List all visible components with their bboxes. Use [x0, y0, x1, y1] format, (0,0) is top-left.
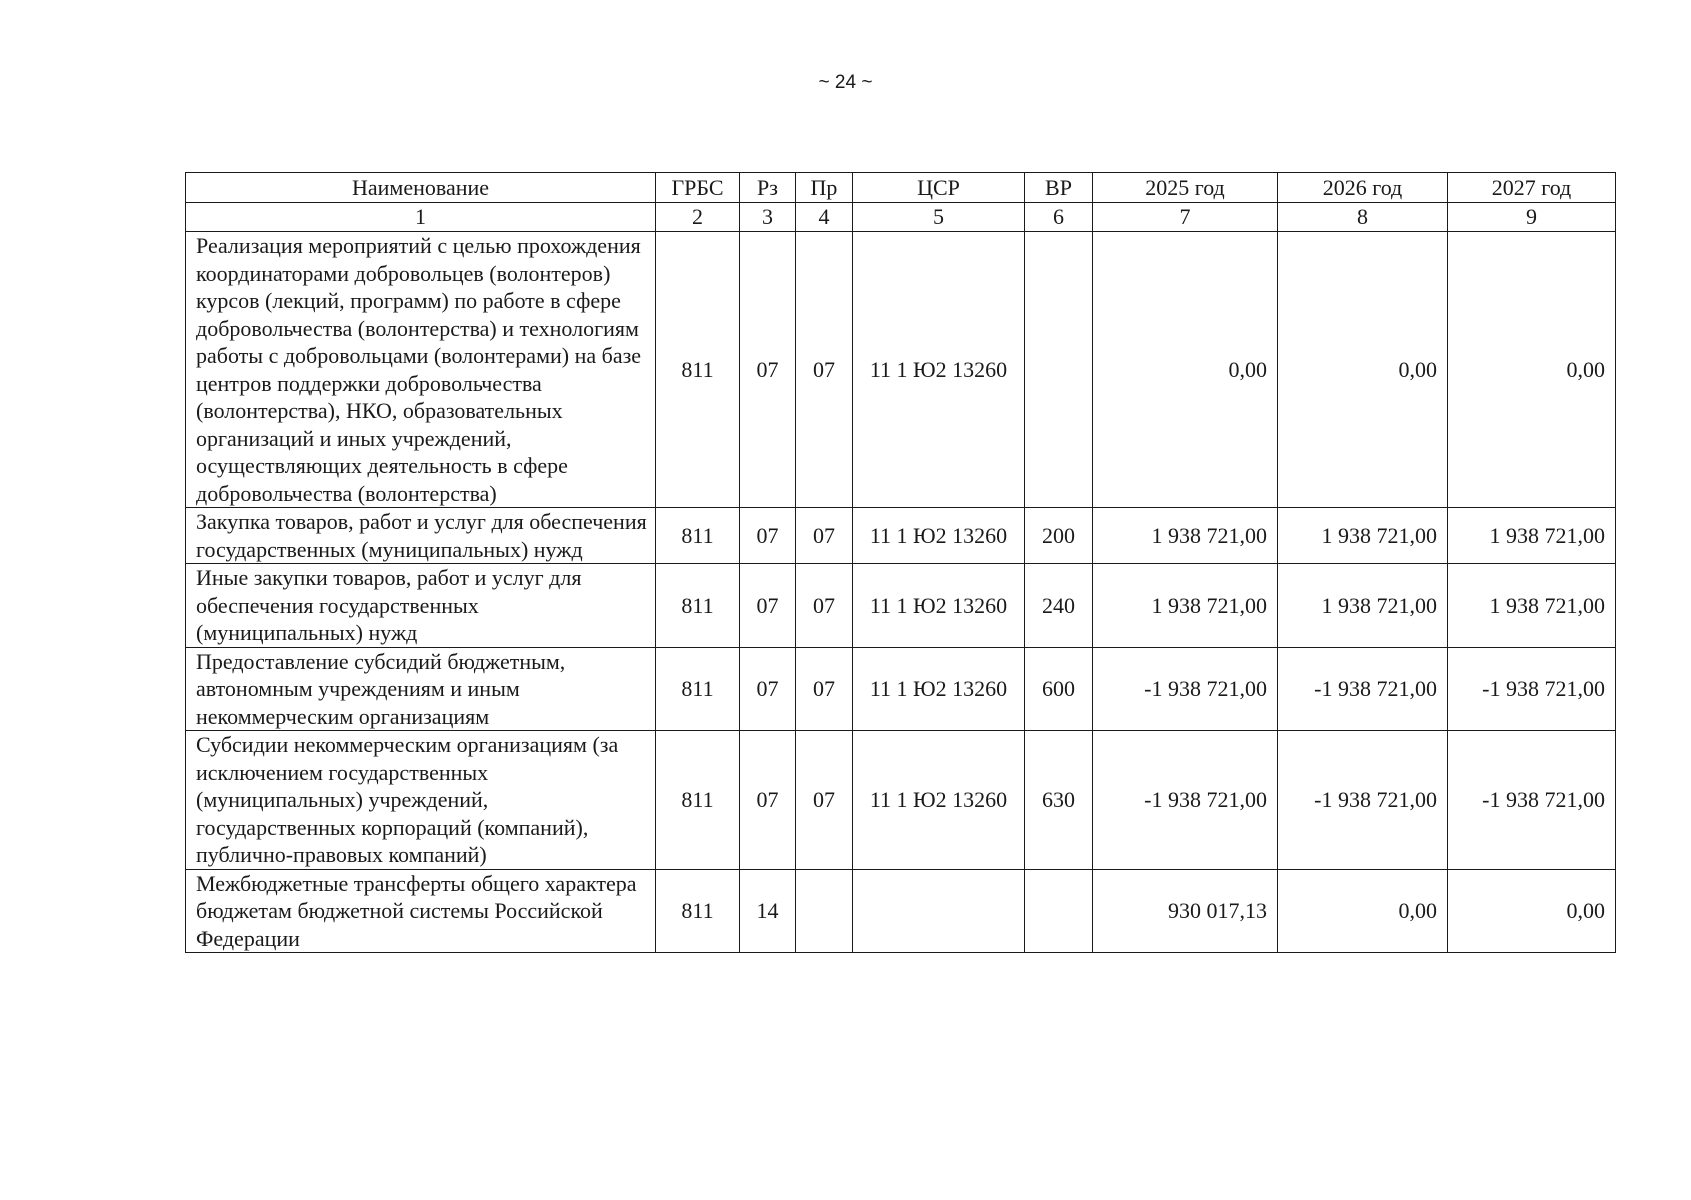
- row-2026: 1 938 721,00: [1278, 564, 1448, 648]
- column-number: 6: [1025, 203, 1093, 232]
- row-vr: 240: [1025, 564, 1093, 648]
- row-grbs: 811: [656, 508, 740, 564]
- column-number: 5: [853, 203, 1025, 232]
- header-2027: 2027 год: [1448, 173, 1616, 203]
- row-pr: 07: [796, 508, 853, 564]
- row-2026: 0,00: [1278, 869, 1448, 953]
- row-2025: 1 938 721,00: [1093, 564, 1278, 648]
- row-csr: 11 1 Ю2 13260: [853, 232, 1025, 508]
- row-csr: 11 1 Ю2 13260: [853, 564, 1025, 648]
- row-2026: 1 938 721,00: [1278, 508, 1448, 564]
- row-name: Предоставление субсидий бюджетным, автономным учреждениям и иным некоммерческим организациям: [186, 647, 656, 731]
- row-grbs: 811: [656, 647, 740, 731]
- row-csr: 11 1 Ю2 13260: [853, 508, 1025, 564]
- row-2025: -1 938 721,00: [1093, 647, 1278, 731]
- row-rz: 07: [740, 564, 796, 648]
- row-pr: 07: [796, 232, 853, 508]
- table-row: [186, 647, 1616, 731]
- header-vr: ВР: [1025, 173, 1093, 203]
- row-pr: [796, 869, 853, 953]
- row-2025: -1 938 721,00: [1093, 731, 1278, 870]
- table-row: [186, 232, 1616, 508]
- row-name: Иные закупки товаров, работ и услуг для обеспечения государственных (муниципальных) нужд: [186, 564, 656, 648]
- table-row: [186, 869, 1616, 953]
- row-2026: 0,00: [1278, 232, 1448, 508]
- page-number: ~ 24 ~: [818, 72, 873, 93]
- column-number: 1: [186, 203, 656, 232]
- row-pr: 07: [796, 647, 853, 731]
- table-row: [186, 731, 1616, 870]
- row-2027: 0,00: [1448, 232, 1616, 508]
- row-2027: 0,00: [1448, 869, 1616, 953]
- row-pr: 07: [796, 564, 853, 648]
- row-2027: 1 938 721,00: [1448, 508, 1616, 564]
- row-grbs: 811: [656, 869, 740, 953]
- row-rz: 07: [740, 731, 796, 870]
- header-csr: ЦСР: [853, 173, 1025, 203]
- header-rz: Рз: [740, 173, 796, 203]
- row-name: Реализация мероприятий с целью прохождения координаторами добровольцев (волонтеров) курсов (лекций, программ) по работе в сфере добровольчества (волонтерства) и технологиям работы с добровольцами (волонтерами) на базе центров поддержки добровольчества (волонтерства), НКО, образовательных организаций и иных учреждений, осуществляющих деятельность в сфере добровольчества (волонтерства): [186, 232, 656, 508]
- table-row: [186, 508, 1616, 564]
- row-name: Субсидии некоммерческим организациям (за исключением государственных (муниципальных) учреждений, государственных корпораций (компаний), публично-правовых компаний): [186, 731, 656, 870]
- row-2026: -1 938 721,00: [1278, 731, 1448, 870]
- row-2025: 930 017,13: [1093, 869, 1278, 953]
- column-number: 3: [740, 203, 796, 232]
- column-number: 8: [1278, 203, 1448, 232]
- column-number: 7: [1093, 203, 1278, 232]
- row-rz: 07: [740, 232, 796, 508]
- row-grbs: 811: [656, 564, 740, 648]
- row-2027: -1 938 721,00: [1448, 731, 1616, 870]
- row-name: Закупка товаров, работ и услуг для обеспечения государственных (муниципальных) нужд: [186, 508, 656, 564]
- row-name: Межбюджетные трансферты общего характера бюджетам бюджетной системы Российской Федерации: [186, 869, 656, 953]
- row-2025: 1 938 721,00: [1093, 508, 1278, 564]
- row-vr: 600: [1025, 647, 1093, 731]
- row-2026: -1 938 721,00: [1278, 647, 1448, 731]
- row-vr: 200: [1025, 508, 1093, 564]
- column-number: 4: [796, 203, 853, 232]
- budget-table: [185, 172, 1616, 953]
- column-number: 9: [1448, 203, 1616, 232]
- row-csr: [853, 869, 1025, 953]
- header-name: Наименование: [186, 173, 656, 203]
- row-rz: 14: [740, 869, 796, 953]
- row-pr: 07: [796, 731, 853, 870]
- row-2025: 0,00: [1093, 232, 1278, 508]
- row-grbs: 811: [656, 232, 740, 508]
- row-rz: 07: [740, 647, 796, 731]
- header-2025: 2025 год: [1093, 173, 1278, 203]
- column-number-row: [186, 203, 1616, 232]
- header-2026: 2026 год: [1278, 173, 1448, 203]
- header-grbs: ГРБС: [656, 173, 740, 203]
- row-vr: 630: [1025, 731, 1093, 870]
- row-csr: 11 1 Ю2 13260: [853, 647, 1025, 731]
- row-rz: 07: [740, 508, 796, 564]
- table-row: [186, 564, 1616, 648]
- header-row: [186, 173, 1616, 203]
- row-2027: -1 938 721,00: [1448, 647, 1616, 731]
- column-number: 2: [656, 203, 740, 232]
- row-csr: 11 1 Ю2 13260: [853, 731, 1025, 870]
- header-pr: Пр: [796, 173, 853, 203]
- row-vr: [1025, 869, 1093, 953]
- row-vr: [1025, 232, 1093, 508]
- row-2027: 1 938 721,00: [1448, 564, 1616, 648]
- row-grbs: 811: [656, 731, 740, 870]
